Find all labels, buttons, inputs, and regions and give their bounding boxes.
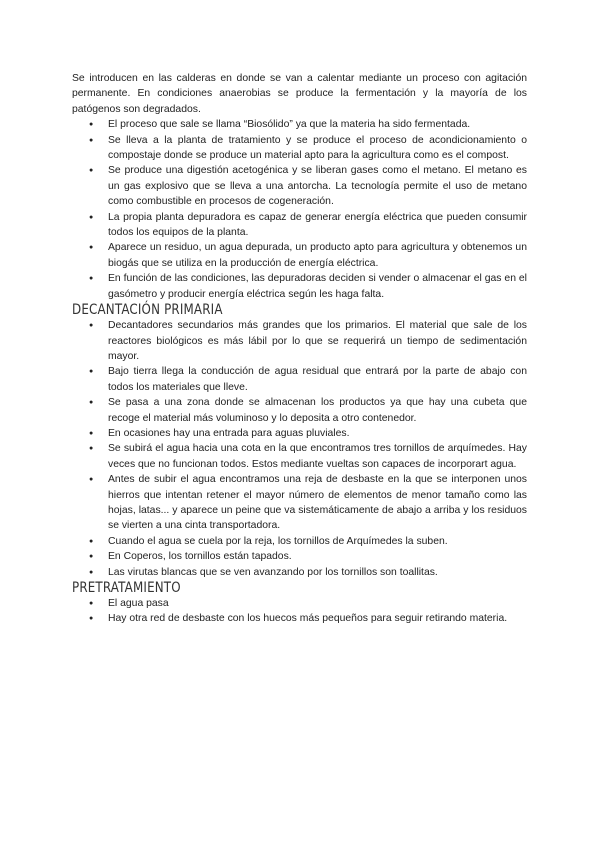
list-item: ● En función de las condiciones, las depuradoras deciden si vender o almacenar el gas en el gasómetro y producir energía eléctrica según les haga falta. [72, 271, 527, 302]
list-item: ● En ocasiones hay una entrada para aguas pluviales. [72, 426, 527, 441]
list-item: ● Cuando el agua se cuela por la reja, los tornillos de Arquímedes la suben. [72, 534, 527, 549]
list-item: ● El proceso que sale se llama “Biosólido” ya que la materia ha sido fermentada. [72, 117, 527, 132]
list-item: ● El agua pasa [72, 596, 527, 611]
list-item: ● Se produce una digestión acetogénica y se liberan gases como el metano. El metano es un gas explosivo que se lleva a una antorcha. La tecnología permite el uso de metano como combustible en procesos de cogeneración. [72, 163, 527, 209]
list-item: ● Hay otra red de desbaste con los huecos más pequeños para seguir retirando materia. [72, 611, 527, 626]
bullet-list-biosolido [72, 117, 527, 302]
list-item: ● Se lleva a la planta de tratamiento y se produce el proceso de acondicionamiento o compostaje donde se produce un material apto para la agricultura como es el compost. [72, 133, 527, 164]
list-item: ● Decantadores secundarios más grandes que los primarios. El material que sale de los reactores biológicos es más lábil por lo que se requerirá un tiempo de sedimentación mayor. [72, 318, 527, 364]
section-heading-pretratamiento: PRETRATAMIENTO [72, 580, 181, 596]
bullet-list-decantacion [72, 318, 527, 580]
bullet-list-pretratamiento [72, 596, 527, 627]
list-item: ● Se subirá el agua hacia una cota en la que encontramos tres tornillos de arquímedes. Hay veces que no funcionan todos. Estos mediante vueltas son capaces de incorporart agua. [72, 441, 527, 472]
list-item: ● La propia planta depuradora es capaz de generar energía eléctrica que pueden consumir todos los equipos de la planta. [72, 210, 527, 241]
list-item: ● Antes de subir el agua encontramos una reja de desbaste en la que se interponen unos hierros que intentan retener el mayor número de elementos de menor tamaño como las hojas, latas... y aparece un peine que va sistemáticamente de abajo a arriba y los residuos se vierten a una cinta transportadora. [72, 472, 527, 534]
list-item: ● Las virutas blancas que se ven avanzando por los tornillos son toallitas. [72, 565, 527, 580]
intro-paragraph: Se introducen en las calderas en donde se van a calentar mediante un proceso con agitación permanente. En condiciones anaerobias se produce la fermentación y la mayoría de los patógenos son degradados. [72, 73, 527, 115]
list-item: ● En Coperos, los tornillos están tapados. [72, 549, 527, 564]
list-item: ● Bajo tierra llega la conducción de agua residual que entrará por la parte de abajo con todos los materiales que lleve. [72, 364, 527, 395]
list-item: ● Aparece un residuo, un agua depurada, un producto apto para agricultura y obtenemos un biogás que se utiliza en la producción de energía eléctrica. [72, 240, 527, 271]
list-item: ● Se pasa a una zona donde se almacenan los productos ya que hay una cubeta que recoge el material más voluminoso y lo deposita a otro contenedor. [72, 395, 527, 426]
section-heading-decantacion: DECANTACIÓN PRIMARIA [72, 302, 223, 319]
